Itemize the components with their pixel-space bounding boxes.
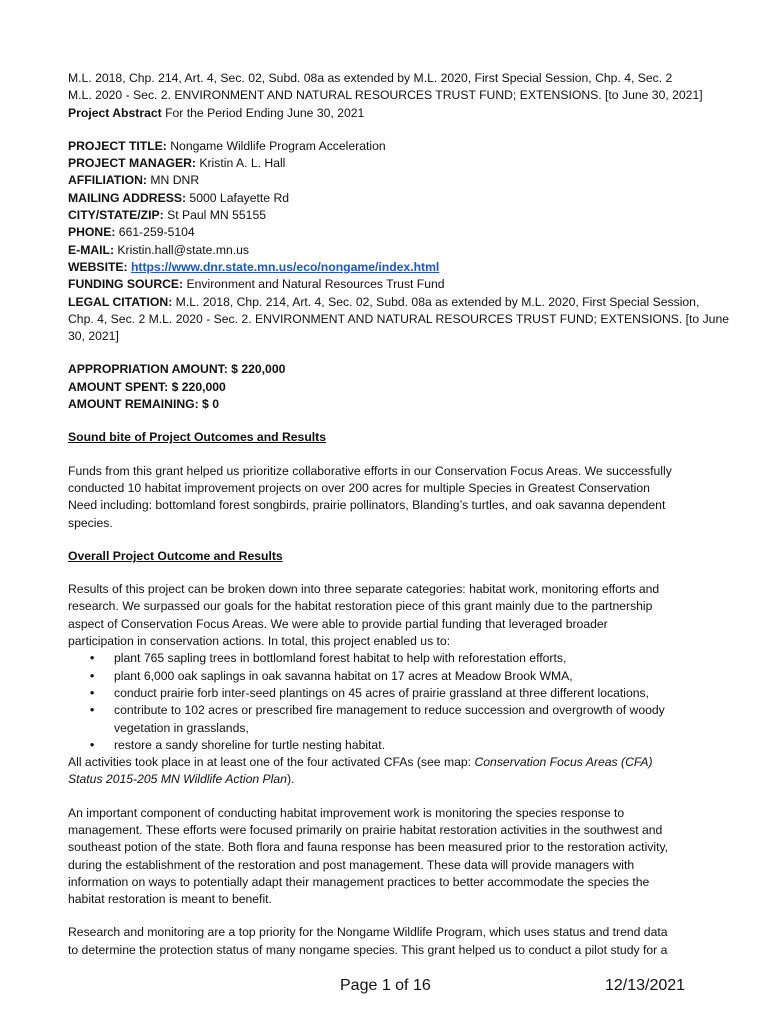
activities-note-line-2 <box>68 771 708 788</box>
list-item-continuation: vegetation in grasslands, <box>114 720 249 735</box>
website-row <box>68 259 708 276</box>
paragraph-line: participation in conservation actions. In total, this project enabled us to: <box>68 634 451 649</box>
paragraph-line: An important component of conducting habitat improvement work is monitoring the species response to <box>68 805 625 820</box>
list-item: • conduct prairie forb inter-seed plantings on 45 acres of prairie grassland at three different locations, <box>114 685 708 702</box>
email-value: Kristin.hall@state.mn.us <box>114 242 250 257</box>
legal-citation-text-2: Chp. 4, Sec. 2 M.L. 2020 - Sec. 2. ENVIRONMENT AND NATURAL RESOURCES TRUST FUND; EXTENSIONS. [to June <box>68 311 730 326</box>
phone-label: PHONE: <box>68 225 116 240</box>
website-link[interactable]: https://www.dnr.state.mn.us/eco/nongame/index.html <box>130 259 440 274</box>
paragraph-line: to determine the protection status of many nongame species. This grant helped us to conduct a pilot study for a <box>68 942 668 957</box>
affiliation-label: AFFILIATION: <box>68 173 147 188</box>
email-row <box>68 242 708 259</box>
paragraph-line: conducted 10 habitat improvement projects on over 200 acres for multiple Species in Greatest Conservation <box>68 480 650 495</box>
list-item: • plant 6,000 oak saplings in oak savanna habitat on 17 acres at Meadow Brook WMA, <box>114 668 708 685</box>
monitoring-paragraph <box>68 805 708 909</box>
project-title-value: Nongame Wildlife Program Acceleration <box>166 138 386 153</box>
paragraph-line: aspect of Conservation Focus Areas. We were able to provide partial funding that leveraged broader <box>68 616 608 631</box>
project-abstract-line <box>68 105 708 122</box>
paragraph-line: species. <box>68 515 113 530</box>
activities-note-text: All activities took place in at least one of the four activated CFAs (see map: <box>68 755 475 770</box>
cfa-map-title-part-2: Status 2015-205 MN Wildlife Action Plan <box>68 772 287 787</box>
activities-note-end: ). <box>286 772 295 787</box>
affiliation-row <box>68 172 708 189</box>
list-item: • restore a sandy shoreline for turtle nesting habitat. <box>114 737 708 754</box>
funding-source-label: FUNDING SOURCE: <box>68 277 184 292</box>
amount-remaining: AMOUNT REMAINING: $ 0 <box>68 397 219 412</box>
abstract-label: Project Abstract <box>68 105 162 120</box>
project-title-label: PROJECT TITLE: <box>68 138 167 153</box>
paragraph-line: during the establishment of the restoration and post management. These data will provide managers with <box>68 857 635 872</box>
paragraph-line: southeast potion of the state. Both flora and fauna response has been measured prior to the restoration activity, <box>68 840 669 855</box>
abstract-period: For the Period Ending June 30, 2021 <box>161 105 365 120</box>
overall-results-paragraph <box>68 581 708 650</box>
overall-results-heading: Overall Project Outcome and Results <box>68 548 283 563</box>
affiliation-value: MN DNR <box>146 173 200 188</box>
paragraph-line: Need including: bottomland forest songbirds, prairie pollinators, Blanding’s turtles, and oak savanna dependent <box>68 498 666 513</box>
paragraph-line: management. These efforts were focused primarily on prairie habitat restoration activities in the southwest and <box>68 822 663 837</box>
mailing-address-row <box>68 190 708 207</box>
project-title-row <box>68 138 708 155</box>
funding-source-value: Environment and Natural Resources Trust Fund <box>183 277 445 292</box>
header-citation-line-2: M.L. 2020 - Sec. 2. ENVIRONMENT AND NATURAL RESOURCES TRUST FUND; EXTENSIONS. [to June 30, 2021] <box>68 88 703 103</box>
document-page <box>68 70 730 959</box>
project-manager-label: PROJECT MANAGER: <box>68 156 196 171</box>
mailing-address-label: MAILING ADDRESS: <box>68 190 187 205</box>
paragraph-line: Results of this project can be broken down into three separate categories: habitat work, monitoring efforts and <box>68 582 660 597</box>
paragraph-line: habitat restoration is meant to benefit. <box>68 892 272 907</box>
legal-citation-text-3: 30, 2021] <box>68 329 119 344</box>
appropriation-amount: APPROPRIATION AMOUNT: $ 220,000 <box>68 362 286 377</box>
paragraph-line: research. We surpassed our goals for the habitat restoration piece of this grant mainly due to the partnership <box>68 599 653 614</box>
research-paragraph <box>68 924 708 959</box>
page-number: Page 1 of 16 <box>340 977 431 994</box>
project-manager-row <box>68 155 708 172</box>
list-item <box>114 702 708 737</box>
cfa-map-title-part-1: Conservation Focus Areas (CFA) <box>474 755 653 770</box>
paragraph-line: information on ways to potentially adapt their management practices to better accommodate the species the <box>68 874 650 889</box>
outcomes-bullet-list <box>68 650 708 754</box>
paragraph-line: Funds from this grant helped us prioritize collaborative efforts in our Conservation Focus Areas. We successfully <box>68 463 672 478</box>
soundbite-heading: Sound bite of Project Outcomes and Results <box>68 430 327 445</box>
activities-note-line-1 <box>68 754 708 771</box>
amount-spent: AMOUNT SPENT: $ 220,000 <box>68 379 226 394</box>
list-item: • plant 765 sapling trees in bottlomland forest habitat to help with reforestation efforts, <box>114 650 708 667</box>
soundbite-paragraph <box>68 463 708 532</box>
funding-source-row <box>68 276 708 293</box>
paragraph-line: Research and monitoring are a top priority for the Nongame Wildlife Program, which uses status and trend data <box>68 925 668 940</box>
mailing-address-value: 5000 Lafayette Rd <box>186 190 290 205</box>
phone-row <box>68 224 708 241</box>
city-state-zip-label: CITY/STATE/ZIP: <box>68 208 164 223</box>
project-manager-value: Kristin A. L. Hall <box>195 156 286 171</box>
legal-citation-text-1: M.L. 2018, Chp. 214, Art. 4, Sec. 02, Subd. 08a as extended by M.L. 2020, First Special Session, <box>172 294 700 309</box>
city-state-zip-value: St Paul MN 55155 <box>163 208 266 223</box>
footer-date: 12/13/2021 <box>605 977 686 994</box>
legal-citation-label: LEGAL CITATION: <box>68 294 173 309</box>
phone-value: 661-259-5104 <box>115 225 195 240</box>
list-item-text: contribute to 102 acres or prescribed fire management to reduce succession and overgrowth of woody <box>114 703 665 718</box>
email-label: E-MAIL: <box>68 242 115 257</box>
website-label: WEBSITE: <box>68 259 131 274</box>
city-state-zip-row <box>68 207 708 224</box>
header-citation-line-1: M.L. 2018, Chp. 214, Art. 4, Sec. 02, Subd. 08a as extended by M.L. 2020, First Special Session, Chp. 4, Sec. 2 <box>68 71 673 85</box>
legal-citation-row <box>68 294 708 311</box>
